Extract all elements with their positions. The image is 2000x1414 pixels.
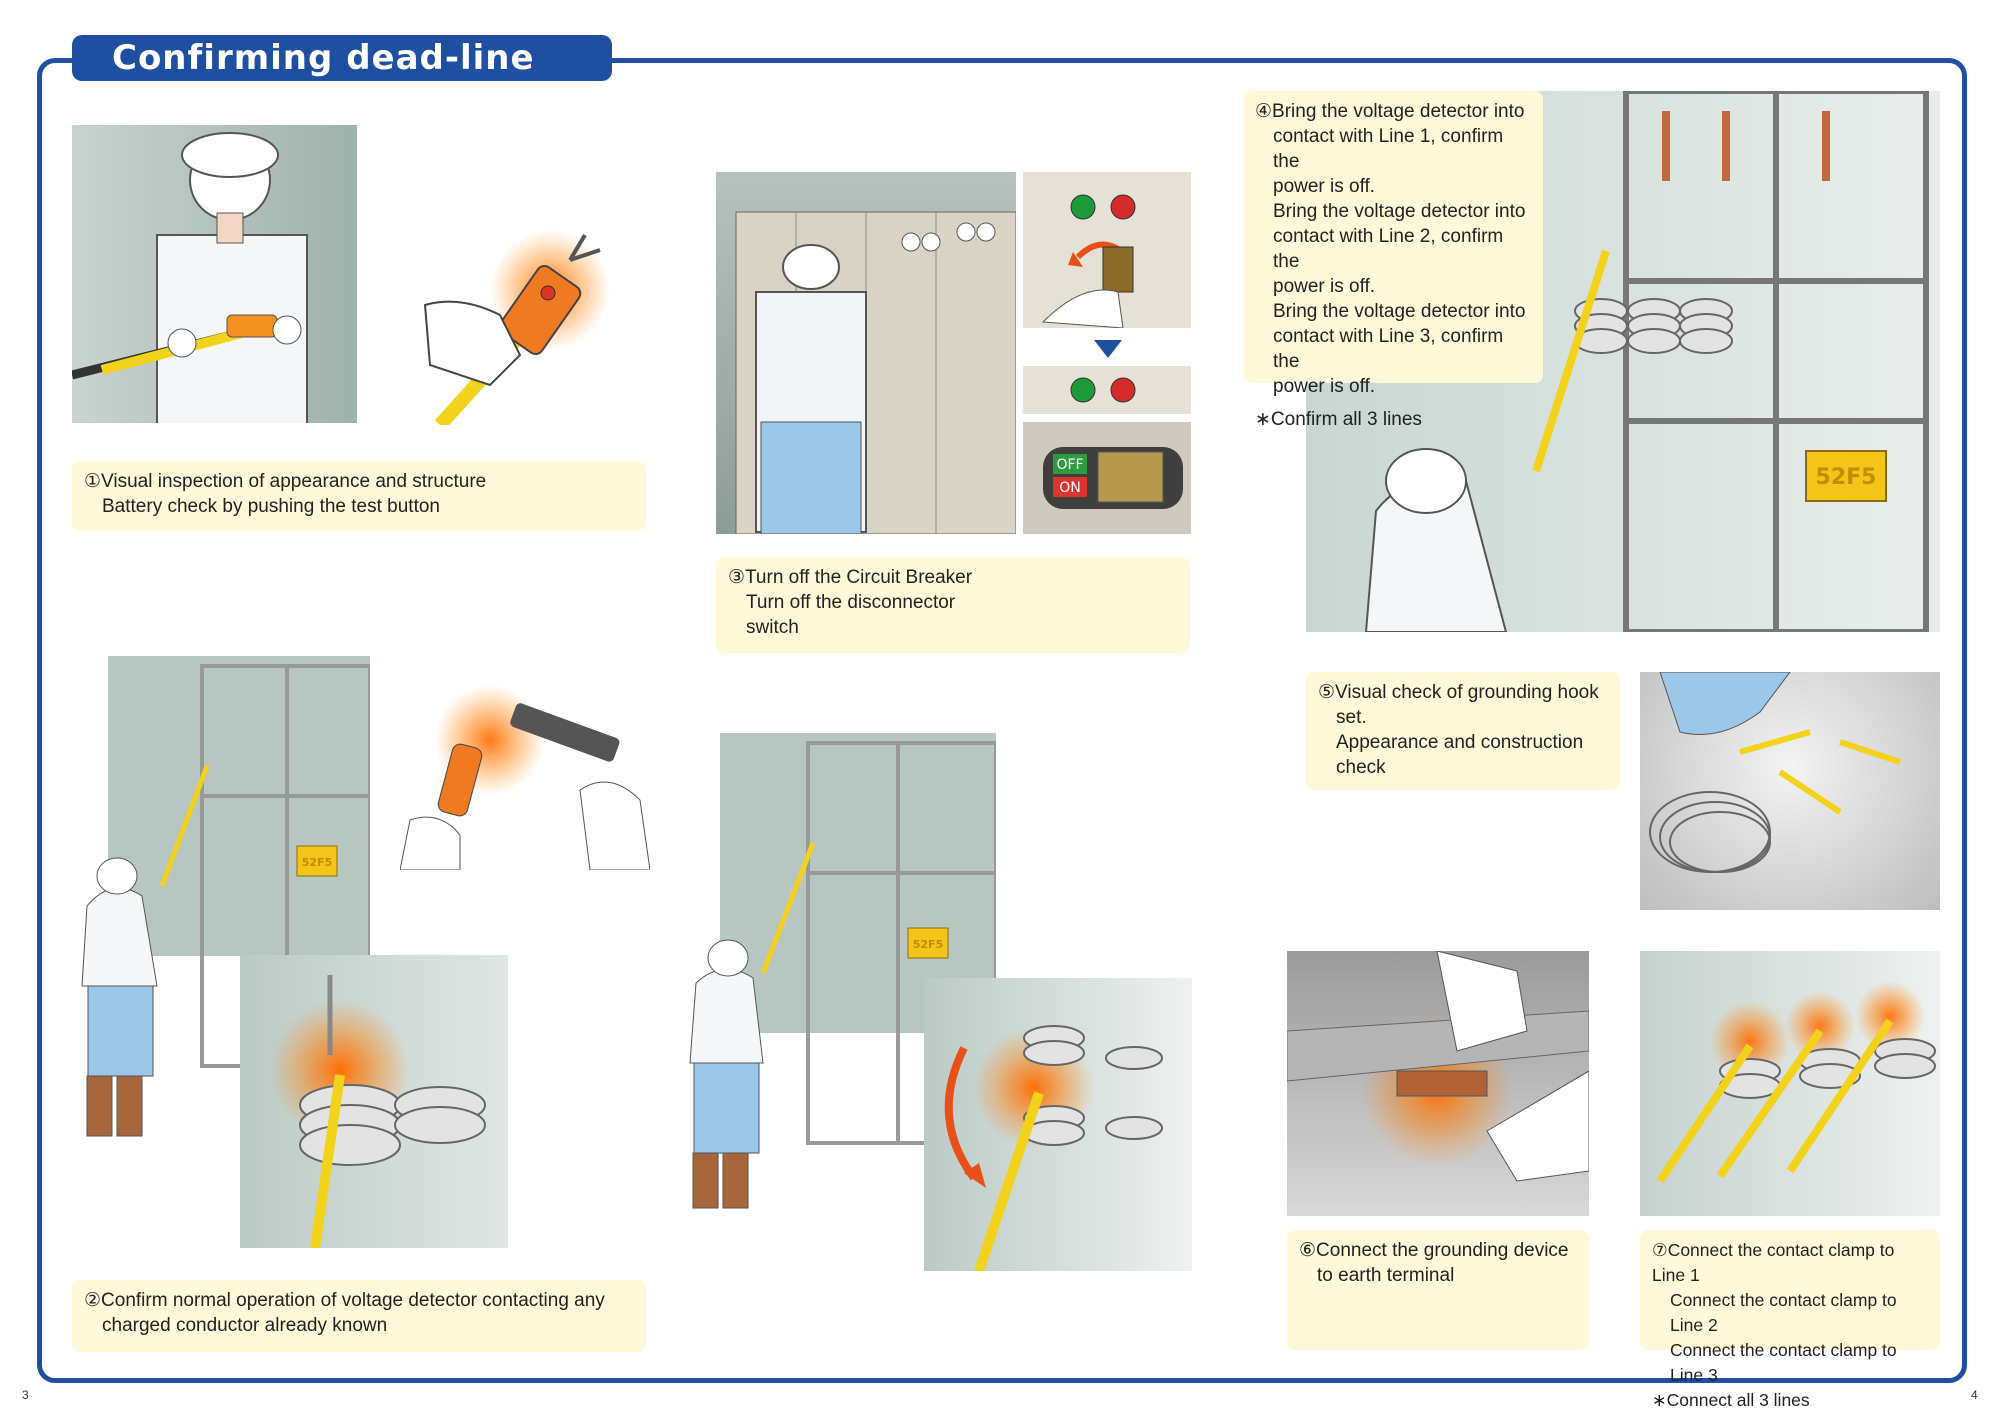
step-4-line: contact with Line 2, confirm the <box>1273 226 1509 272</box>
step-6-line: ⑥Connect the grounding device <box>1299 1240 1569 1261</box>
rotate-arrow-icon <box>949 1048 974 1178</box>
illustration-contact-clamps <box>1640 951 1940 1216</box>
page-title: Confirming dead-line work <box>72 35 612 81</box>
step-4-line: Bring the voltage detector into <box>1273 301 1526 322</box>
step-4-line: power is off. <box>1273 176 1376 197</box>
caption-step-1 <box>72 461 646 531</box>
step-5-line: ⑤Visual check of grounding hook <box>1318 682 1599 703</box>
red-lamp-icon <box>1111 195 1135 219</box>
illustration-worker-inspecting <box>72 125 357 423</box>
step-7-line: Connect the contact clamp to Line 2 <box>1670 1290 1902 1335</box>
illustration-detector-hand-glow <box>400 670 650 870</box>
step-4-line: contact with Line 1, confirm the <box>1273 126 1509 172</box>
step-2-line: ②Confirm normal operation of voltage detector contacting any <box>84 1290 605 1311</box>
down-arrow-icon <box>1094 340 1122 358</box>
illustration-breaker-turn <box>1023 172 1191 328</box>
illustration-breaker-switch <box>1023 422 1191 534</box>
panel-tag: 52F5 <box>301 856 333 869</box>
step-1-line: Battery check by pushing the test button <box>102 496 440 517</box>
illustration-detector-closeup-insulators <box>240 955 508 1248</box>
panel-tag: 52F5 <box>1815 465 1877 490</box>
step-2-line: charged conductor already known <box>102 1315 388 1336</box>
step-4-line: ∗Confirm all 3 lines <box>1255 409 1422 430</box>
step-4-line: power is off. <box>1273 376 1376 397</box>
step-7-line: ⑦Connect the contact clamp to Line 1 <box>1652 1240 1900 1285</box>
panel-tag: 52F5 <box>912 938 944 951</box>
illustration-switchboard-worker <box>716 172 1016 534</box>
caption-step-3 <box>716 557 1190 653</box>
illustration-lamps-after <box>1023 366 1191 414</box>
illustration-test-button-hand <box>420 215 620 425</box>
caption-step-5 <box>1306 672 1620 790</box>
caption-step-7 <box>1640 1230 1940 1410</box>
step-7-line: ∗Connect all 3 lines <box>1652 1390 1810 1410</box>
step-3-line: ③Turn off the Circuit Breaker <box>728 567 973 588</box>
illustration-disconnector-closeup <box>924 978 1192 1271</box>
step-3-line: Turn off the disconnector <box>746 592 956 613</box>
step-5-line: check <box>1336 757 1386 778</box>
page-number-left: 3 <box>22 1388 29 1402</box>
step-4-line: contact with Line 3, confirm the <box>1273 326 1509 372</box>
step-1-line: ①Visual inspection of appearance and structure <box>84 471 487 492</box>
illustration-earth-terminal <box>1287 951 1589 1216</box>
step-5-line: set. <box>1336 707 1367 728</box>
step-6-line: to earth terminal <box>1317 1265 1455 1286</box>
step-3-line: switch <box>746 617 799 638</box>
caption-step-6 <box>1287 1230 1589 1350</box>
step-7-line: Connect the contact clamp to Line 3 <box>1670 1340 1902 1385</box>
caption-step-4 <box>1243 91 1543 430</box>
step-4-line: power is off. <box>1273 276 1376 297</box>
step-4-line: Bring the voltage detector into <box>1273 201 1526 222</box>
green-lamp-icon <box>1071 195 1095 219</box>
page-number-right: 4 <box>1971 1388 1978 1402</box>
caption-step-2 <box>72 1280 646 1352</box>
step-5-line: Appearance and construction <box>1336 732 1584 753</box>
red-lamp-icon <box>1111 378 1135 402</box>
switch-on-label: ON <box>1059 480 1081 496</box>
illustration-grounding-hook-set <box>1640 672 1940 910</box>
green-lamp-icon <box>1071 378 1095 402</box>
switch-off-label: OFF <box>1056 457 1084 473</box>
step-4-line: ④Bring the voltage detector into <box>1255 101 1525 122</box>
